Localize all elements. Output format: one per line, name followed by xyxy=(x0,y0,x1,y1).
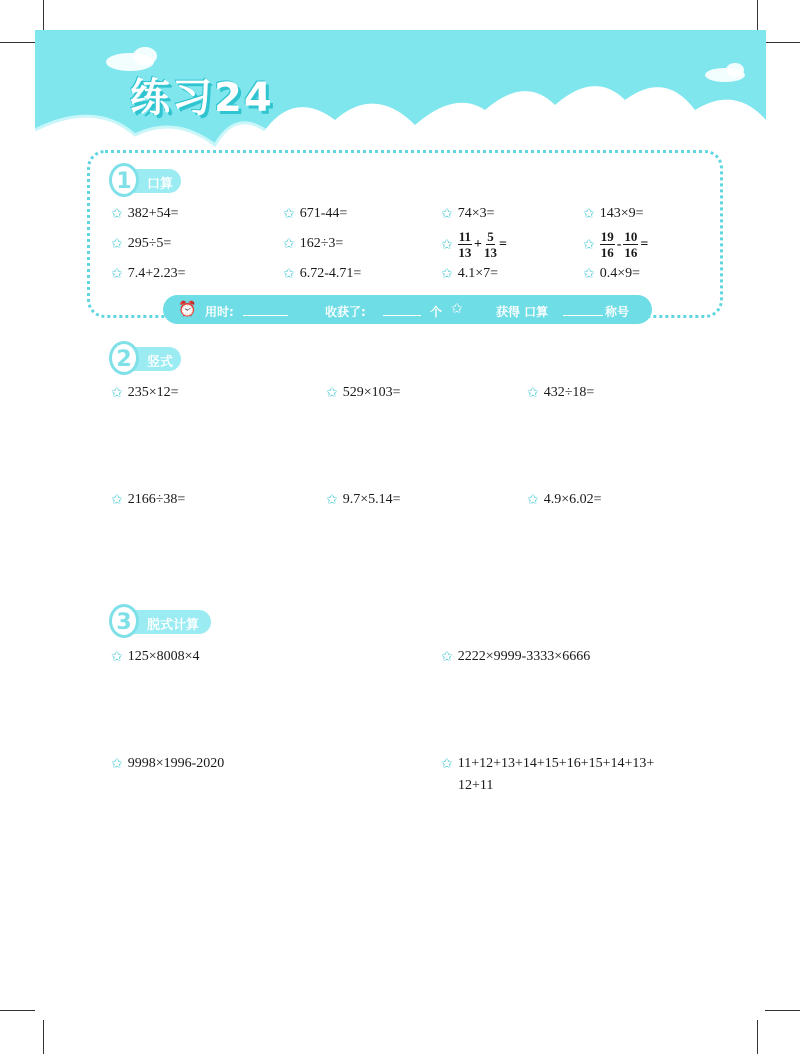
earn-label: 获得 口算 xyxy=(496,305,549,319)
problem: ✩ 4.9×6.02= xyxy=(527,492,602,508)
problem: ✩ 432÷18= xyxy=(527,385,595,401)
harvest-blank[interactable] xyxy=(383,315,421,316)
problem: ✩ 7.4+2.23= xyxy=(111,266,186,282)
section-1-tab xyxy=(115,169,181,193)
problem: ✩ 529×103= xyxy=(326,385,401,401)
star-outline-icon: ✩ xyxy=(283,266,295,282)
problem: ✩ 9998×1996-2020 xyxy=(111,756,225,772)
crop-mark xyxy=(0,42,35,43)
crop-mark xyxy=(0,1010,35,1011)
score-status-bar xyxy=(163,295,652,324)
problem: ✩ 4.1×7= xyxy=(441,266,499,282)
time-label: 用时: xyxy=(205,305,234,319)
crop-mark xyxy=(757,1020,758,1054)
section-label: 竖式 xyxy=(147,355,174,370)
star-outline-icon: ✩ xyxy=(441,206,453,222)
section-label: 口算 xyxy=(147,177,174,192)
crop-mark xyxy=(765,1010,800,1011)
star-outline-icon: ✩ xyxy=(451,301,463,317)
problem: ✩ 74×3= xyxy=(441,206,495,222)
title-suffix: 称号 xyxy=(605,305,630,319)
operator: + xyxy=(474,236,483,252)
operator: - xyxy=(616,236,622,252)
star-outline-icon: ✩ xyxy=(283,206,295,222)
fraction: $\frac{11}{13}$ xyxy=(458,229,472,260)
section-2-tab xyxy=(115,347,181,371)
problem: ✩ 2222×9999-3333×6666 xyxy=(441,649,591,665)
section-number: 1 xyxy=(109,163,139,197)
problem: ✩ 382+54= xyxy=(111,206,179,222)
problem: ✩ 11+12+13+14+15+16+15+14+13+ xyxy=(441,756,655,772)
equals: = xyxy=(640,236,649,252)
star-outline-icon: ✩ xyxy=(111,649,123,665)
section-number: 2 xyxy=(109,341,139,375)
star-outline-icon: ✩ xyxy=(111,266,123,282)
section-number: 3 xyxy=(109,604,139,638)
unit-label: 个 xyxy=(430,305,443,319)
problem: ✩ 9.7×5.14= xyxy=(326,492,401,508)
star-outline-icon: ✩ xyxy=(527,385,539,401)
star-outline-icon: ✩ xyxy=(111,492,123,508)
page-title: 练习24 xyxy=(130,75,274,121)
star-outline-icon: ✩ xyxy=(111,206,123,222)
star-outline-icon: ✩ xyxy=(283,236,295,252)
star-outline-icon: ✩ xyxy=(326,492,338,508)
problem: ✩ 235×12= xyxy=(111,385,179,401)
fraction: $\frac{19}{16}$ xyxy=(600,229,614,260)
star-outline-icon: ✩ xyxy=(326,385,338,401)
section-3-tab xyxy=(115,610,211,634)
title-blank[interactable] xyxy=(563,315,603,316)
star-outline-icon: ✩ xyxy=(583,266,595,282)
crop-mark xyxy=(757,0,758,30)
crop-mark xyxy=(43,1020,44,1054)
equals: = xyxy=(499,236,507,252)
section-label: 脱式计算 xyxy=(147,618,200,633)
problem: ✩ 162÷3= xyxy=(283,236,344,252)
problem: ✩ 0.4×9= xyxy=(583,266,641,282)
star-outline-icon: ✩ xyxy=(441,236,453,253)
crop-mark xyxy=(765,42,800,43)
star-outline-icon: ✩ xyxy=(583,206,595,222)
problem: ✩ 125×8008×4 xyxy=(111,649,200,665)
fraction: $\frac{10}{16}$ xyxy=(624,229,638,260)
star-outline-icon: ✩ xyxy=(111,756,123,772)
fraction-problem xyxy=(441,229,509,260)
problem-continuation: 12+11 xyxy=(458,778,494,793)
fraction: $\frac{5}{13}$ xyxy=(484,229,498,260)
time-blank[interactable] xyxy=(243,315,288,316)
star-outline-icon: ✩ xyxy=(441,649,453,665)
crop-mark xyxy=(43,0,44,30)
problem: ✩ 671-44= xyxy=(283,206,348,222)
star-outline-icon: ✩ xyxy=(441,756,453,772)
problem: ✩ 6.72-4.71= xyxy=(283,266,362,282)
alarm-clock-icon: ⏰ xyxy=(178,300,197,318)
problem: ✩ 143×9= xyxy=(583,206,644,222)
star-outline-icon: ✩ xyxy=(583,236,595,253)
star-outline-icon: ✩ xyxy=(111,385,123,401)
star-outline-icon: ✩ xyxy=(527,492,539,508)
problem: ✩ 295÷5= xyxy=(111,236,172,252)
star-outline-icon: ✩ xyxy=(111,236,123,252)
fraction-problem xyxy=(583,229,650,260)
harvest-label: 收获了: xyxy=(325,305,366,319)
problem: ✩ 2166÷38= xyxy=(111,492,186,508)
star-outline-icon: ✩ xyxy=(441,266,453,282)
